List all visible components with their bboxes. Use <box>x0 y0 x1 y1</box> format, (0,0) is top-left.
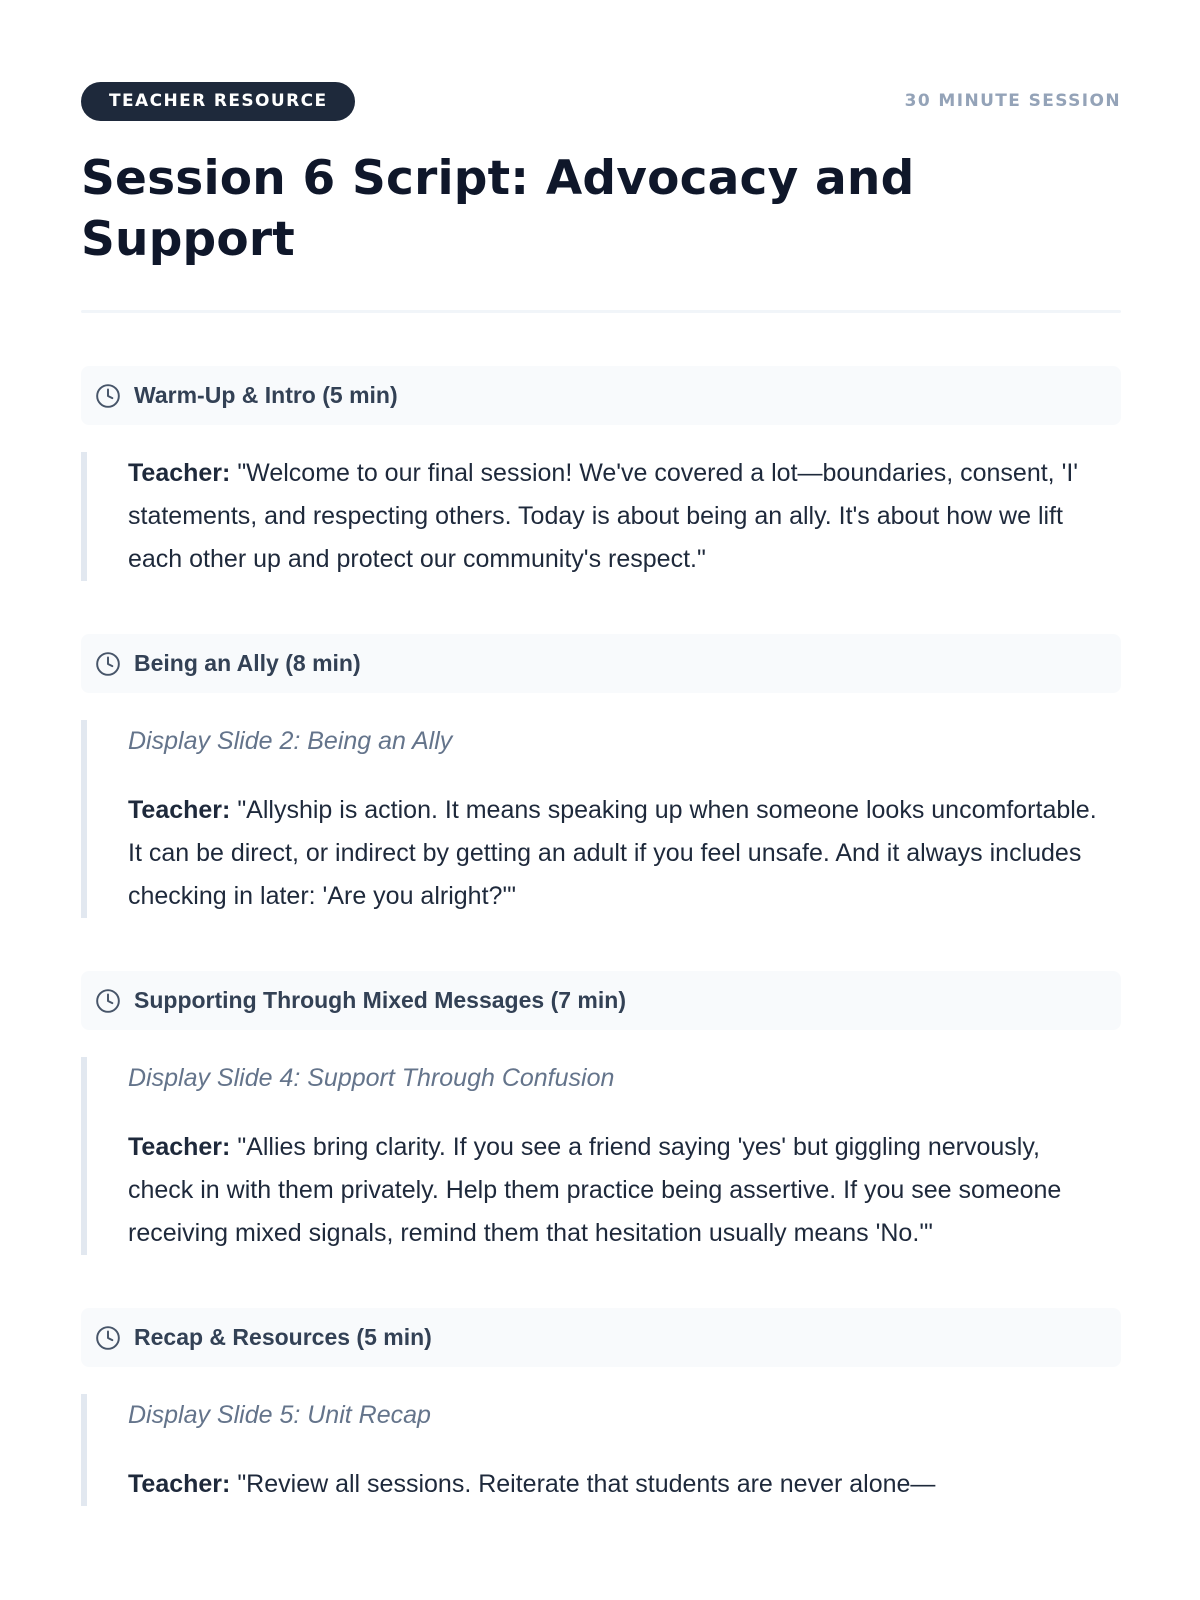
script-text: "Allies bring clarity. If you see a friend saying 'yes' but giggling nervously, check in with them privately. Help them practice being assertive. If you see someone receiving mixed signals, remind them that hesitation usually means 'No.'" <box>128 1133 1062 1247</box>
script-block <box>81 1394 1121 1506</box>
resource-badge: TEACHER RESOURCE <box>81 82 355 121</box>
teacher-line <box>128 789 1111 918</box>
section-being-an-ally <box>81 634 1121 918</box>
script-block <box>81 1057 1121 1255</box>
script-text: "Review all sessions. Reiterate that students are never alone— <box>237 1470 936 1498</box>
speaker-label: Teacher: <box>128 1470 231 1498</box>
teacher-line <box>128 452 1111 581</box>
section-recap <box>81 1308 1121 1506</box>
section-title: Warm-Up & Intro (5 min) <box>134 382 398 408</box>
divider <box>81 310 1121 313</box>
script-block <box>81 452 1121 581</box>
content-container <box>81 81 1121 1506</box>
section-header <box>81 366 1121 425</box>
script-text: "Welcome to our final session! We've covered a lot—boundaries, consent, 'I' statements, and respecting others. Today is about being an ally. It's about how we lift each other up and protect our community's respect." <box>128 459 1079 573</box>
section-title: Supporting Through Mixed Messages (7 min) <box>134 987 626 1013</box>
section-header <box>81 1308 1121 1367</box>
section-header <box>81 971 1121 1030</box>
section-mixed-messages <box>81 971 1121 1255</box>
teacher-line <box>128 1126 1111 1255</box>
clock-icon <box>95 988 121 1014</box>
teacher-line <box>128 1463 1111 1506</box>
speaker-label: Teacher: <box>128 459 231 487</box>
speaker-label: Teacher: <box>128 796 231 824</box>
slide-note: Display Slide 5: Unit Recap <box>128 1401 431 1429</box>
section-title: Being an Ally (8 min) <box>134 650 361 676</box>
section-warm-up <box>81 366 1121 581</box>
session-duration: 30 MINUTE SESSION <box>904 91 1121 111</box>
script-text: "Allyship is action. It means speaking up when someone looks uncomfortable. It can be direct, or indirect by getting an adult if you feel unsafe. And it always includes checking in later: 'Are you alright?'" <box>128 796 1097 910</box>
speaker-label: Teacher: <box>128 1133 231 1161</box>
slide-note: Display Slide 2: Being an Ally <box>128 727 453 755</box>
clock-icon <box>95 1325 121 1351</box>
script-block <box>81 720 1121 918</box>
top-bar <box>81 81 1121 121</box>
clock-icon <box>95 383 121 409</box>
clock-icon <box>95 651 121 677</box>
section-title: Recap & Resources (5 min) <box>134 1324 432 1350</box>
page-title: Session 6 Script: Advocacy and Support <box>81 151 915 267</box>
slide-note: Display Slide 4: Support Through Confusion <box>128 1064 615 1092</box>
section-header <box>81 634 1121 693</box>
